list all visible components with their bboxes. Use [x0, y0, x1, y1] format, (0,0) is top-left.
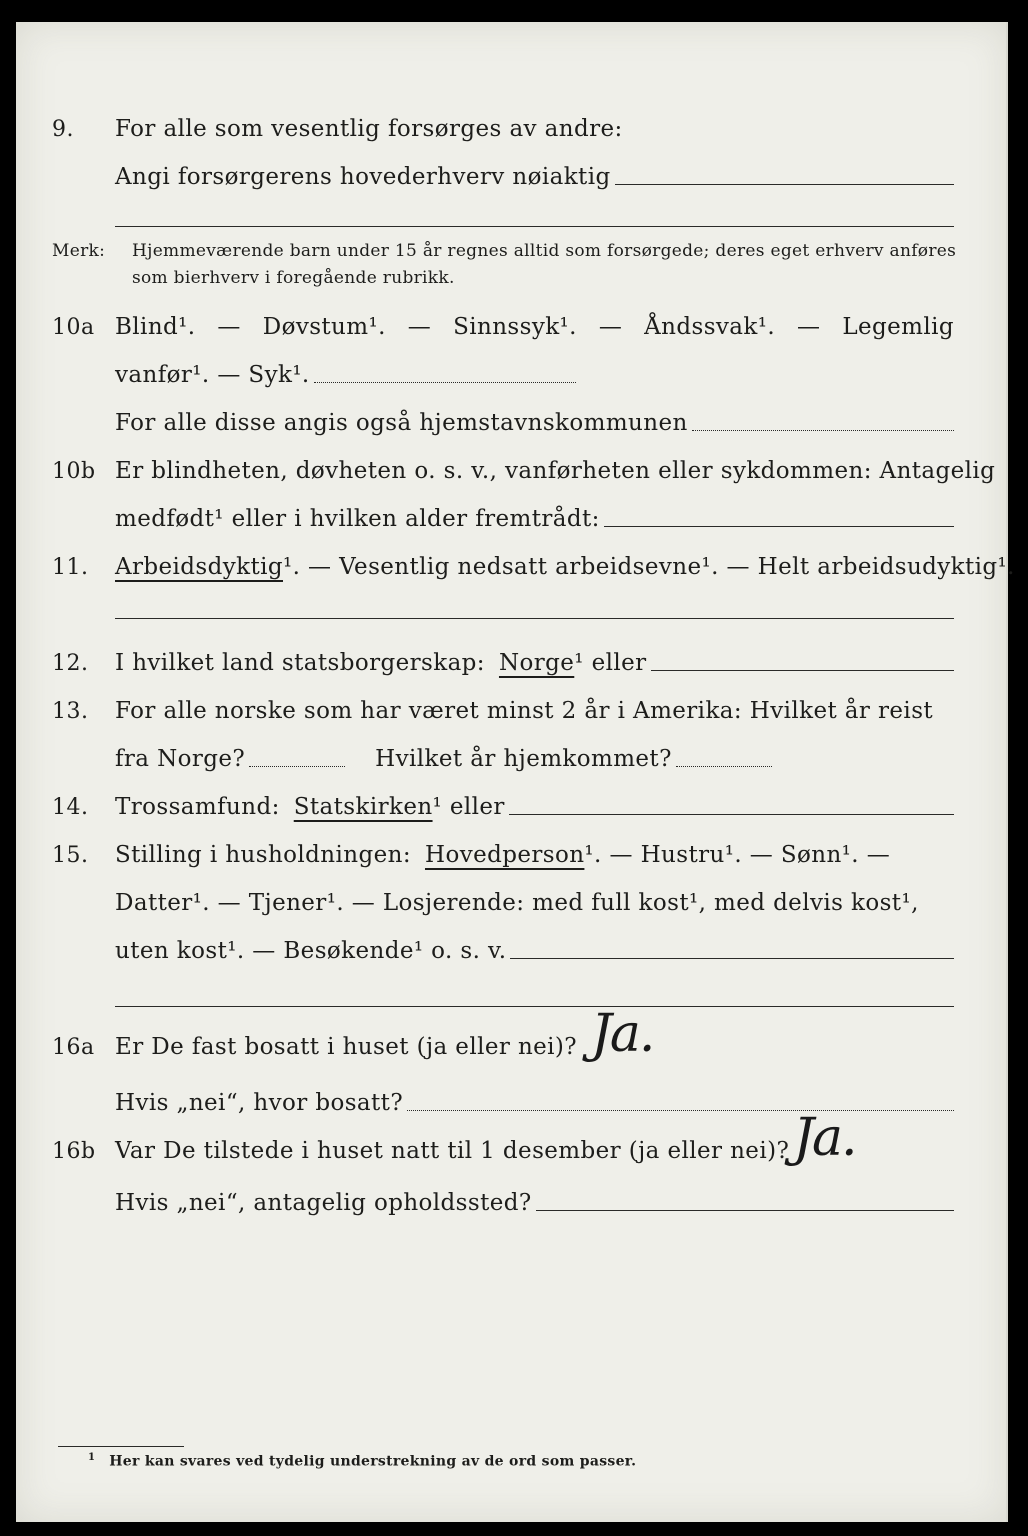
q13-departure-line[interactable] [249, 766, 345, 767]
option-norge[interactable]: Norge [498, 650, 575, 676]
q9-line2 [0, 148, 1028, 196]
q10a-sub-question: For alle disse angis også hjemstavnskommunen [115, 410, 688, 436]
q10a-answer-line[interactable] [314, 382, 576, 383]
option-statskirken[interactable]: Statskirken [293, 794, 433, 820]
q14-answer-line[interactable] [509, 814, 954, 815]
q10a-line1 [0, 298, 1028, 346]
q11-options[interactable]: ¹. — Vesentlig nedsatt arbeidsevne¹. — Helt arbeidsudyktig¹. [283, 554, 1015, 580]
q15-options-1[interactable]: ¹. — Hustru¹. — Sønn¹. — [584, 842, 891, 868]
q9-question: For alle som vesentlig forsørges av andre: [115, 116, 623, 142]
option-arbeidsdyktig[interactable]: Arbeidsdyktig [115, 554, 283, 580]
q16a-answer-line[interactable] [407, 1110, 954, 1111]
note-label: Merk: [52, 241, 106, 261]
q16a-handwritten-answer[interactable]: Ja. [591, 1004, 654, 1064]
q16b-question: Var De tilstede i huset natt til 1 desember (ja eller nei)? [115, 1138, 790, 1164]
q16b-line1 [0, 1108, 1028, 1170]
q16a-number: 16a [52, 1035, 95, 1060]
footnote-mark: 1 [88, 1452, 96, 1463]
q16b-answer-line[interactable] [536, 1210, 954, 1211]
q11-answer-line[interactable] [115, 618, 954, 619]
q11-line [0, 538, 1028, 586]
q15-line2 [0, 874, 1028, 922]
option-blind[interactable]: Blind¹. [115, 314, 196, 340]
dash: — [797, 314, 821, 340]
q13-return-line[interactable] [676, 766, 772, 767]
q16b-number: 16b [52, 1139, 96, 1164]
q14-question: Trossamfund: [115, 794, 280, 820]
q15-options-2[interactable]: Datter¹. — Tjener¹. — Losjerende: med full kost¹, med delvis kost¹, [115, 890, 919, 916]
q12-or: ¹ eller [574, 650, 647, 676]
dash: — [407, 314, 432, 340]
q11-number: 11. [52, 555, 89, 580]
q16b-sub-question: Hvis „nei“, antagelig opholdssted? [115, 1190, 532, 1216]
q14-or: ¹ eller [432, 794, 505, 820]
q10b-line2 [0, 490, 1028, 538]
option-hovedperson[interactable]: Hovedperson [424, 842, 585, 868]
footnote-text: Her kan svares ved tydelig understrekning av de ord som passer. [109, 1453, 637, 1470]
q10a-options [115, 314, 954, 340]
q10b-sub-question: medfødt¹ eller i hvilken alder fremtrådt: [115, 506, 600, 532]
q10a-hometown-line[interactable] [692, 430, 954, 431]
q9-line1 [0, 100, 1028, 148]
q12-answer-line[interactable] [651, 670, 954, 671]
dash: — [217, 314, 241, 340]
footnote-rule [58, 1446, 184, 1447]
q9-answer-line[interactable] [615, 184, 954, 185]
option-vanfor-syk[interactable]: vanfør¹. — Syk¹. [115, 362, 310, 388]
q15-line3 [0, 922, 1028, 970]
note-block [52, 238, 957, 292]
q16b-handwritten-answer[interactable]: Ja. [793, 1108, 856, 1168]
q9-number: 9. [52, 117, 74, 142]
footnote [88, 1452, 636, 1470]
q15-question: Stilling i husholdningen: [115, 842, 411, 868]
q12-question: I hvilket land statsborgerskap: [115, 650, 485, 676]
q13-right-label: Hvilket år hjemkommet? [375, 746, 672, 772]
q14-number: 14. [52, 795, 89, 820]
q9-answer-line-2[interactable] [115, 226, 954, 227]
note-text: Hjemmeværende barn under 15 år regnes alltid som forsørgede; deres eget erhverv anføres som bierhverv i foregående rubrikk. [132, 241, 957, 288]
q10a-line3 [0, 394, 1028, 442]
q16b-line2 [0, 1174, 1028, 1222]
q13-number: 13. [52, 699, 89, 724]
q15-answer-line-2[interactable] [115, 1006, 954, 1007]
q16a-line1 [0, 1004, 1028, 1066]
q16a-question: Er De fast bosatt i huset (ja eller nei)? [115, 1034, 578, 1060]
option-andssvak[interactable]: Åndssvak¹. [644, 314, 776, 340]
q10b-answer-line[interactable] [604, 526, 954, 527]
q13-question: For alle norske som har været minst 2 år i Amerika: Hvilket år reist [115, 698, 934, 724]
q10a-number: 10a [52, 315, 95, 340]
q13-left-label: fra Norge? [115, 746, 246, 772]
q13-line1 [0, 682, 1028, 730]
option-dovstum[interactable]: Døvstum¹. [262, 314, 386, 340]
q16a-sub-question: Hvis „nei“, hvor bosatt? [115, 1090, 404, 1116]
q10b-line1 [0, 442, 1028, 490]
q13-line2 [0, 730, 1028, 778]
q15-line1 [0, 826, 1028, 874]
q9-sub-question: Angi forsørgerens hovederhverv nøiaktig [115, 164, 611, 190]
option-legemlig[interactable]: Legemlig [842, 314, 954, 340]
dash: — [598, 314, 623, 340]
q10b-question: Er blindheten, døvheten o. s. v., vanførheten eller sykdommen: Antagelig [115, 458, 996, 484]
q15-number: 15. [52, 843, 89, 868]
option-sinnssyk[interactable]: Sinnssyk¹. [453, 314, 577, 340]
q14-line [0, 778, 1028, 826]
q15-options-3[interactable]: uten kost¹. — Besøkende¹ o. s. v. [115, 938, 507, 964]
q12-number: 12. [52, 651, 89, 676]
q10b-number: 10b [52, 459, 96, 484]
q12-line [0, 634, 1028, 682]
q15-answer-line[interactable] [510, 958, 954, 959]
q10a-line2 [0, 346, 1028, 394]
